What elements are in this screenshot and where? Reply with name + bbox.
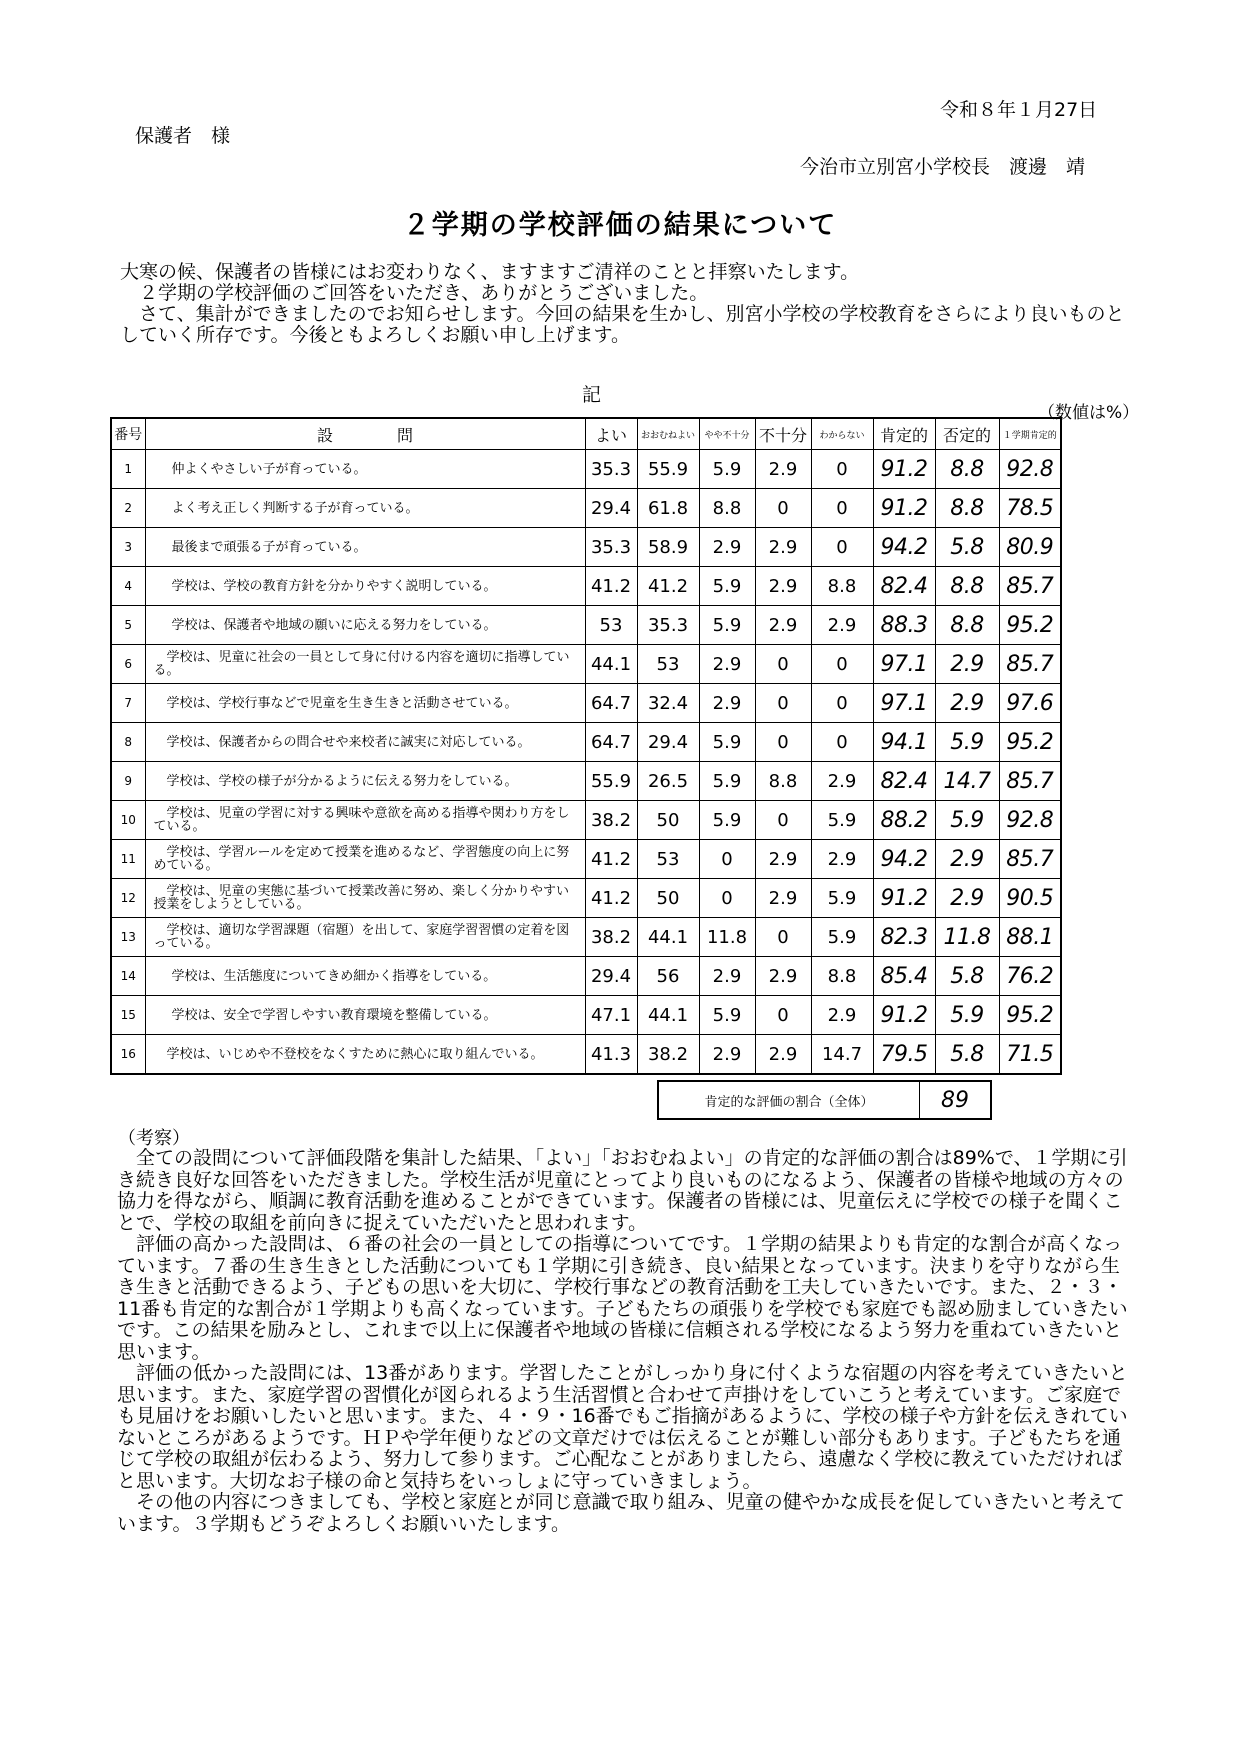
table-row [111, 450, 1061, 489]
table-row [111, 1035, 1061, 1075]
intro-line: ２学期の学校評価のご回答をいただき、ありがとうございました。 [139, 282, 709, 304]
value-good: 41.2 [585, 879, 637, 918]
value-good: 44.1 [585, 645, 637, 684]
row-number: 5 [111, 606, 145, 645]
value-unknown: 0 [811, 528, 873, 567]
value-positive: 91.2 [873, 996, 935, 1035]
value-insufficient: 0 [755, 801, 811, 840]
value-mostly-good: 32.4 [637, 684, 699, 723]
table-row [111, 489, 1061, 528]
row-number: 15 [111, 996, 145, 1035]
value-mostly-good: 58.9 [637, 528, 699, 567]
value-mostly-good: 50 [637, 801, 699, 840]
value-term1-positive: 71.5 [999, 1035, 1061, 1075]
value-term1-positive: 92.8 [999, 801, 1061, 840]
value-somewhat-insufficient: 5.9 [699, 606, 755, 645]
intro-text [120, 262, 1130, 346]
value-positive: 91.2 [873, 450, 935, 489]
value-negative: 8.8 [935, 450, 999, 489]
value-somewhat-insufficient: 2.9 [699, 1035, 755, 1075]
row-number: 10 [111, 801, 145, 840]
value-insufficient: 2.9 [755, 879, 811, 918]
value-somewhat-insufficient: 11.8 [699, 918, 755, 957]
value-insufficient: 8.8 [755, 762, 811, 801]
value-good: 55.9 [585, 762, 637, 801]
consideration-paragraph: 評価の低かった設問には、13番があります。学習したことがしっかり身に付くような宿題の内容を考えていきたいと思います。また、家庭学習の習慣化が図られるよう生活習慣と合わせて声掛けをしていこうと考えています。ご家庭でも見届けをお願いしたいと思います。また、４・９・16番でもご指摘があるように、学校の様子や方針を伝えきれていないところがあるようです。ＨＰや学年便りなどの文章だけでは伝えることが難しい部分もあります。子どもたちを通じて学校の取組が伝わるよう、努力して参ります。ご心配なことがありましたら、遠慮なく学校に教えていただければと思います。大切なお子様の命と気持ちをいっしょに守っていきましょう。 [117, 1362, 1128, 1492]
value-mostly-good: 29.4 [637, 723, 699, 762]
table-row [111, 762, 1061, 801]
value-mostly-good: 44.1 [637, 918, 699, 957]
value-good: 41.2 [585, 840, 637, 879]
value-mostly-good: 38.2 [637, 1035, 699, 1075]
value-somewhat-insufficient: 5.9 [699, 450, 755, 489]
consideration-paragraph: 全ての設問について評価段階を集計した結果、「よい」「おおむねよい」の肯定的な評価の割合は89%で、１学期に引き続き良好な回答をいただきました。学校生活が児童にとってより良いものになるよう、保護者の皆様や地域の方々の協力を得ながら、順調に教育活動を進めることができています。保護者の皆様には、児童伝えに学校での様子を聞くことで、学校の取組を前向きに捉えていただいたと思われます。 [117, 1147, 1128, 1234]
intro-line: 大寒の候、保護者の皆様にはお変わりなく、ますますご清祥のことと拝察いたします。 [120, 261, 860, 283]
value-insufficient: 2.9 [755, 957, 811, 996]
value-good: 41.3 [585, 1035, 637, 1075]
ki-mark: 記 [582, 384, 602, 406]
value-positive: 97.1 [873, 684, 935, 723]
value-negative: 11.8 [935, 918, 999, 957]
row-number: 1 [111, 450, 145, 489]
overall-positive-value: 89 [920, 1081, 992, 1119]
value-unknown: 2.9 [811, 840, 873, 879]
value-somewhat-insufficient: 2.9 [699, 684, 755, 723]
document-title: ２学期の学校評価の結果について [402, 210, 838, 241]
value-positive: 82.4 [873, 762, 935, 801]
question-text: 学校は、学校行事などで児童を生き生きと活動させている。 [145, 684, 585, 723]
row-number: 7 [111, 684, 145, 723]
value-positive: 91.2 [873, 879, 935, 918]
value-insufficient: 0 [755, 918, 811, 957]
row-number: 11 [111, 840, 145, 879]
value-negative: 2.9 [935, 645, 999, 684]
value-insufficient: 2.9 [755, 528, 811, 567]
value-negative: 14.7 [935, 762, 999, 801]
table-row [111, 528, 1061, 567]
value-good: 29.4 [585, 489, 637, 528]
value-somewhat-insufficient: 8.8 [699, 489, 755, 528]
question-text: よく考え正しく判断する子が育っている。 [145, 489, 585, 528]
value-good: 35.3 [585, 528, 637, 567]
question-text: 学校は、児童の実態に基づいて授業改善に努め、楽しく分かりやすい授業をしようとしている。 [145, 879, 585, 918]
value-positive: 82.4 [873, 567, 935, 606]
row-number: 3 [111, 528, 145, 567]
value-somewhat-insufficient: 2.9 [699, 645, 755, 684]
value-term1-positive: 95.2 [999, 996, 1061, 1035]
question-text: 学校は、児童に社会の一員として身に付ける内容を適切に指導している。 [145, 645, 585, 684]
value-mostly-good: 35.3 [637, 606, 699, 645]
value-positive: 88.2 [873, 801, 935, 840]
question-text: 仲よくやさしい子が育っている。 [145, 450, 585, 489]
value-positive: 82.3 [873, 918, 935, 957]
table-row [111, 840, 1061, 879]
row-number: 14 [111, 957, 145, 996]
value-unknown: 0 [811, 723, 873, 762]
row-number: 12 [111, 879, 145, 918]
value-term1-positive: 88.1 [999, 918, 1061, 957]
value-mostly-good: 50 [637, 879, 699, 918]
value-somewhat-insufficient: 5.9 [699, 762, 755, 801]
value-negative: 5.9 [935, 996, 999, 1035]
header-insufficient: 不十分 [755, 418, 811, 450]
value-good: 64.7 [585, 684, 637, 723]
value-good: 64.7 [585, 723, 637, 762]
value-unknown: 8.8 [811, 957, 873, 996]
value-somewhat-insufficient: 5.9 [699, 801, 755, 840]
value-negative: 5.8 [935, 528, 999, 567]
value-mostly-good: 53 [637, 840, 699, 879]
value-unknown: 5.9 [811, 801, 873, 840]
value-insufficient: 2.9 [755, 606, 811, 645]
table-row [111, 645, 1061, 684]
value-term1-positive: 85.7 [999, 567, 1061, 606]
value-positive: 79.5 [873, 1035, 935, 1075]
question-text: 学校は、保護者や地域の願いに応える努力をしている。 [145, 606, 585, 645]
value-mostly-good: 53 [637, 645, 699, 684]
table-row [111, 801, 1061, 840]
value-insufficient: 2.9 [755, 840, 811, 879]
value-unknown: 0 [811, 645, 873, 684]
value-insufficient: 2.9 [755, 1035, 811, 1075]
consideration-paragraph: 評価の高かった設問は、６番の社会の一員としての指導についてです。１学期の結果よりも肯定的な割合が高くなっています。７番の生き生きとした活動についても１学期に引き続き、良い結果となっています。決まりを守りながら生き生きと活動できるよう、子どもの思いを大切に、学校行事などの教育活動を工夫していきたいです。また、２・３・11番も肯定的な割合が１学期よりも高くなっています。子どもたちの頑張りを学校でも家庭でも認め励ましていきたいです。この結果を励みとし、これまで以上に保護者や地域の皆様に信頼される学校になるよう努力を重ねていきたいと思います。 [117, 1233, 1128, 1363]
header-question: 設 問 [145, 418, 585, 450]
question-text: 学校は、適切な学習課題（宿題）を出して、家庭学習習慣の定着を図っている。 [145, 918, 585, 957]
question-text: 学校は、いじめや不登校をなくすために熱心に取り組んでいる。 [145, 1035, 585, 1075]
value-somewhat-insufficient: 2.9 [699, 957, 755, 996]
value-unknown: 5.9 [811, 879, 873, 918]
value-good: 38.2 [585, 801, 637, 840]
question-text: 学校は、学習ルールを定めて授業を進めるなど、学習態度の向上に努めている。 [145, 840, 585, 879]
row-number: 13 [111, 918, 145, 957]
table-header-row [111, 418, 1061, 450]
value-positive: 85.4 [873, 957, 935, 996]
value-positive: 88.3 [873, 606, 935, 645]
value-somewhat-insufficient: 0 [699, 840, 755, 879]
value-unknown: 2.9 [811, 762, 873, 801]
table-row [111, 723, 1061, 762]
value-unknown: 14.7 [811, 1035, 873, 1075]
table-row [111, 567, 1061, 606]
question-text: 最後まで頑張る子が育っている。 [145, 528, 585, 567]
value-mostly-good: 55.9 [637, 450, 699, 489]
value-term1-positive: 90.5 [999, 879, 1061, 918]
question-text: 学校は、学校の教育方針を分かりやすく説明している。 [145, 567, 585, 606]
value-mostly-good: 56 [637, 957, 699, 996]
value-unknown: 0 [811, 450, 873, 489]
table-row [111, 957, 1061, 996]
value-mostly-good: 61.8 [637, 489, 699, 528]
value-good: 53 [585, 606, 637, 645]
value-negative: 8.8 [935, 606, 999, 645]
row-number: 8 [111, 723, 145, 762]
value-somewhat-insufficient: 5.9 [699, 996, 755, 1035]
value-positive: 94.1 [873, 723, 935, 762]
value-negative: 2.9 [935, 684, 999, 723]
header-somewhat-insufficient: やや不十分 [699, 418, 755, 450]
question-text: 学校は、児童の学習に対する興味や意欲を高める指導や関わり方をしている。 [145, 801, 585, 840]
row-number: 6 [111, 645, 145, 684]
evaluation-table [110, 417, 1062, 1075]
row-number: 9 [111, 762, 145, 801]
consideration-paragraph: その他の内容につきましても、学校と家庭とが同じ意識で取り組み、児童の健やかな成長を促していきたいと考えています。３学期もどうぞよろしくお願いいたします。 [117, 1491, 1125, 1535]
value-good: 38.2 [585, 918, 637, 957]
value-term1-positive: 76.2 [999, 957, 1061, 996]
sender: 今治市立別宮小学校長 渡邊 靖 [800, 156, 1086, 178]
header-unknown: わからない [811, 418, 873, 450]
consideration-text [117, 1148, 1132, 1535]
value-negative: 5.8 [935, 957, 999, 996]
table-row [111, 918, 1061, 957]
value-good: 35.3 [585, 450, 637, 489]
question-text: 学校は、生活態度についてきめ細かく指導をしている。 [145, 957, 585, 996]
value-term1-positive: 85.7 [999, 762, 1061, 801]
value-term1-positive: 97.6 [999, 684, 1061, 723]
value-unknown: 5.9 [811, 918, 873, 957]
question-text: 学校は、保護者からの問合せや来校者に誠実に対応している。 [145, 723, 585, 762]
intro-line: さて、集計ができましたのでお知らせします。今回の結果を生かし、別宮小学校の学校教育をさらにより良いものとしていく所存です。今後ともよろしくお願い申し上げます。 [120, 303, 1125, 346]
value-somewhat-insufficient: 2.9 [699, 528, 755, 567]
header-positive: 肯定的 [873, 418, 935, 450]
value-term1-positive: 85.7 [999, 840, 1061, 879]
overall-positive-label: 肯定的な評価の割合（全体） [658, 1081, 920, 1119]
header-mostly-good: おおむねよい [637, 418, 699, 450]
value-insufficient: 0 [755, 684, 811, 723]
value-negative: 2.9 [935, 840, 999, 879]
value-unknown: 0 [811, 489, 873, 528]
value-good: 29.4 [585, 957, 637, 996]
value-unknown: 8.8 [811, 567, 873, 606]
recipient: 保護者 様 [135, 125, 231, 147]
value-insufficient: 2.9 [755, 450, 811, 489]
value-somewhat-insufficient: 5.9 [699, 723, 755, 762]
value-positive: 91.2 [873, 489, 935, 528]
value-unknown: 2.9 [811, 606, 873, 645]
value-negative: 5.9 [935, 801, 999, 840]
value-term1-positive: 78.5 [999, 489, 1061, 528]
value-positive: 94.2 [873, 840, 935, 879]
table-row [111, 879, 1061, 918]
document-date: 令和８年１月27日 [940, 99, 1098, 121]
value-term1-positive: 80.9 [999, 528, 1061, 567]
consideration-heading: （考察） [118, 1128, 190, 1149]
value-negative: 8.8 [935, 489, 999, 528]
value-positive: 97.1 [873, 645, 935, 684]
value-good: 47.1 [585, 996, 637, 1035]
value-positive: 94.2 [873, 528, 935, 567]
overall-positive-table [657, 1080, 992, 1120]
header-no: 番号 [111, 418, 145, 450]
value-negative: 8.8 [935, 567, 999, 606]
table-row [111, 606, 1061, 645]
value-somewhat-insufficient: 0 [699, 879, 755, 918]
value-good: 41.2 [585, 567, 637, 606]
value-mostly-good: 41.2 [637, 567, 699, 606]
value-insufficient: 0 [755, 645, 811, 684]
table-row [111, 684, 1061, 723]
header-negative: 否定的 [935, 418, 999, 450]
value-unknown: 0 [811, 684, 873, 723]
value-unknown: 2.9 [811, 996, 873, 1035]
question-text: 学校は、学校の様子が分かるように伝える努力をしている。 [145, 762, 585, 801]
value-term1-positive: 95.2 [999, 723, 1061, 762]
value-insufficient: 2.9 [755, 567, 811, 606]
value-term1-positive: 95.2 [999, 606, 1061, 645]
row-number: 4 [111, 567, 145, 606]
value-insufficient: 0 [755, 489, 811, 528]
value-mostly-good: 44.1 [637, 996, 699, 1035]
value-insufficient: 0 [755, 996, 811, 1035]
row-number: 16 [111, 1035, 145, 1075]
value-somewhat-insufficient: 5.9 [699, 567, 755, 606]
header-term1-positive: １学期肯定的 [999, 418, 1061, 450]
value-negative: 2.9 [935, 879, 999, 918]
value-mostly-good: 26.5 [637, 762, 699, 801]
table-row [111, 996, 1061, 1035]
value-term1-positive: 85.7 [999, 645, 1061, 684]
value-negative: 5.9 [935, 723, 999, 762]
value-negative: 5.8 [935, 1035, 999, 1075]
question-text: 学校は、安全で学習しやすい教育環境を整備している。 [145, 996, 585, 1035]
value-insufficient: 0 [755, 723, 811, 762]
header-good: よい [585, 418, 637, 450]
unit-note: （数値は%） [1038, 403, 1140, 423]
value-term1-positive: 92.8 [999, 450, 1061, 489]
row-number: 2 [111, 489, 145, 528]
